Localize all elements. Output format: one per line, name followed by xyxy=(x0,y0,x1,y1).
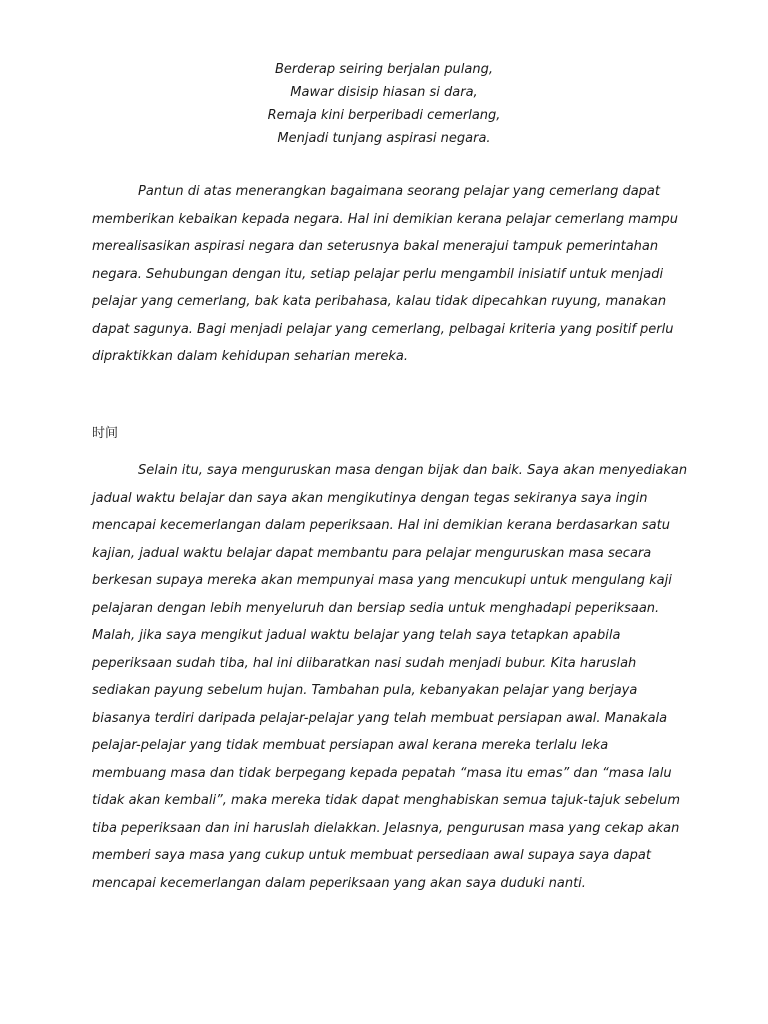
intro-paragraph xyxy=(92,178,692,371)
paragraph-line: biasanya terdiri daripada pelajar-pelajar yang telah membuat persiapan awal. Manakala xyxy=(92,710,668,726)
paragraph-line: Selain itu, saya menguruskan masa dengan bijak dan baik. Saya akan menyediakan xyxy=(138,463,688,478)
paragraph-line: negara. Sehubungan dengan itu, setiap pelajar perlu mengambil inisiatif untuk menjadi xyxy=(92,266,664,282)
paragraph-line: dapat sagunya. Bagi menjadi pelajar yang cemerlang, pelbagai kriteria yang positif perlu xyxy=(92,321,674,337)
time-paragraph xyxy=(92,457,692,897)
paragraph-line: mencapai kecemerlangan dalam peperiksaan yang akan saya duduki nanti. xyxy=(92,875,586,891)
paragraph-line: mencapai kecemerlangan dalam peperiksaan. Hal ini demikian kerana berdasarkan satu xyxy=(92,518,670,533)
poem-line: Berderap seiring berjalan pulang, xyxy=(275,62,493,77)
paragraph-line: jadual waktu belajar dan saya akan mengikutinya dengan tegas sekiranya saya ingin xyxy=(92,490,648,506)
paragraph-line: memberi saya masa yang cukup untuk membuat persediaan awal supaya saya dapat xyxy=(92,848,651,863)
paragraph-line: pelajar-pelajar yang tidak membuat persiapan awal kerana mereka terlalu leka xyxy=(92,738,609,753)
paragraph-line: Pantun di atas menerangkan bagaimana seorang pelajar yang cemerlang dapat xyxy=(138,184,660,199)
poem-line: Mawar disisip hiasan si dara, xyxy=(290,85,478,100)
paragraph-line: merealisasikan aspirasi negara dan seterusnya bakal menerajui tampuk pemerintahan xyxy=(92,239,659,254)
paragraph-line: pelajaran dengan lebih menyeluruh dan bersiap sedia untuk menghadapi peperiksaan. xyxy=(92,600,660,616)
paragraph-line: tiba peperiksaan dan ini haruslah dielakkan. Jelasnya, pengurusan masa yang cekap akan xyxy=(92,820,680,836)
poem-line: Remaja kini berperibadi cemerlang, xyxy=(267,108,501,123)
poem-line: Menjadi tunjang aspirasi negara. xyxy=(277,131,491,146)
paragraph-line: dipraktikkan dalam kehidupan seharian mereka. xyxy=(92,349,409,364)
paragraph-line: Malah, jika saya mengikut jadual waktu belajar yang telah saya tetapkan apabila xyxy=(92,628,621,643)
paragraph-line: kajian, jadual waktu belajar dapat membantu para pelajar menguruskan masa secara xyxy=(92,545,652,561)
paragraph-line: peperiksaan sudah tiba, hal ini diibaratkan nasi sudah menjadi bubur. Kita haruslah xyxy=(92,655,637,671)
section-heading: 时间 xyxy=(92,426,119,441)
paragraph-line: membuang masa dan tidak berpegang kepada pepatah “masa itu emas” dan “masa lalu xyxy=(92,765,672,781)
paragraph-line: pelajar yang cemerlang, bak kata peribahasa, kalau tidak dipecahkan ruyung, manakan xyxy=(92,294,667,309)
paragraph-line: memberikan kebaikan kepada negara. Hal ini demikian kerana pelajar cemerlang mampu xyxy=(92,211,679,227)
paragraph-line: berkesan supaya mereka akan mempunyai masa yang mencukupi untuk mengulang kaji xyxy=(92,573,672,588)
paragraph-line: tidak akan kembali”, maka mereka tidak dapat menghabiskan semua tajuk-tajuk sebelum xyxy=(92,793,681,808)
paragraph-line: sediakan payung sebelum hujan. Tambahan pula, kebanyakan pelajar yang berjaya xyxy=(92,683,638,698)
pantun-poem xyxy=(0,58,768,150)
